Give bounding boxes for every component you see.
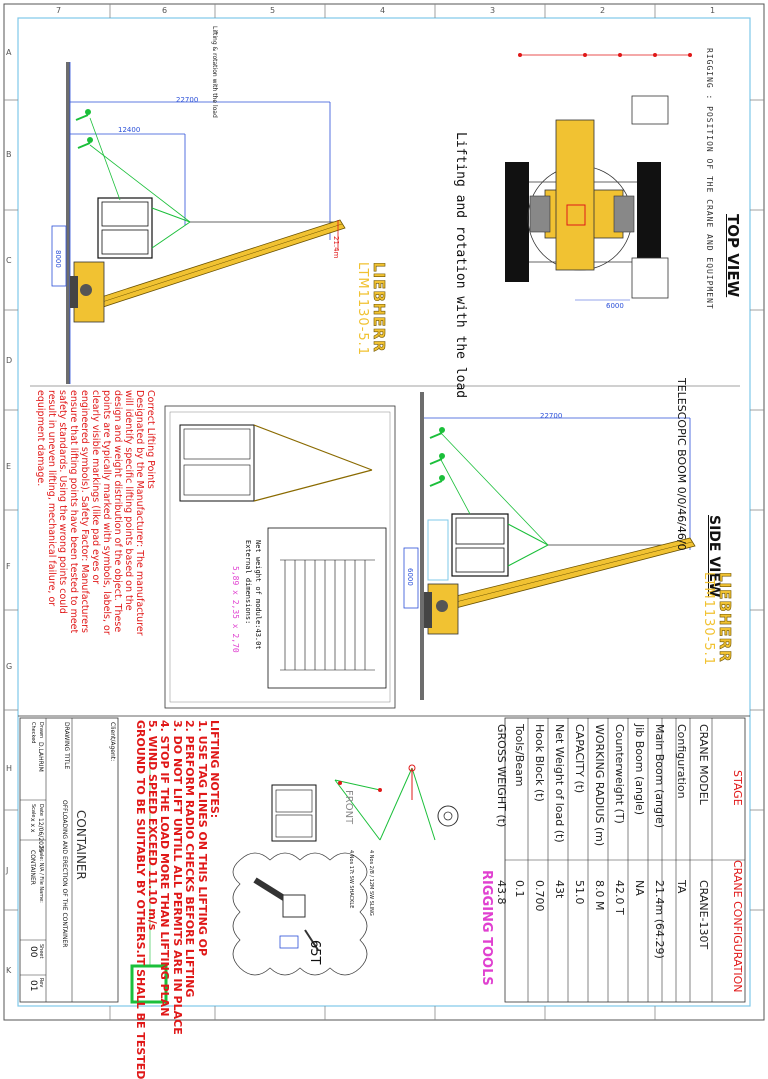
module-dims-value: 5,89 x 2,35 x 2,70 (231, 566, 240, 653)
top-view-subtitle: RIGGING : POSITION OF THE CRANE AND EQUIPMENT (705, 48, 714, 310)
dim-22700-top: 22700 (176, 96, 199, 104)
config-row-value: 0.700 (533, 880, 546, 912)
config-row-value: 51.0 (573, 880, 586, 905)
crane-config-title: CRANE CONFIGURATION (731, 860, 744, 993)
lifting-notes-heading: LIFTING NOTES: (208, 720, 221, 819)
module-sketch (165, 406, 395, 708)
grid-num-5: 5 (270, 6, 276, 15)
title-file-label: Scale: N/A / File Name: (38, 846, 44, 903)
grid-label-j: J (6, 866, 9, 875)
title-drawing-name: CONTAINER (74, 810, 88, 880)
config-row-value: 0.1 (513, 880, 526, 898)
title-drawing-sub: OFFLOADING AND ERECTION OF THE CONTAINER (61, 800, 68, 948)
grid-label-d: D (6, 356, 13, 365)
config-row-value: 8.0 M (593, 880, 606, 911)
grid-num-3: 3 (490, 6, 496, 15)
grid-num-1: 1 (710, 6, 716, 15)
crane-model-top: LTM1130-5.1 (355, 262, 370, 357)
config-row-label: Tools/Beam (513, 724, 526, 787)
title-sheet-label: Sheet (38, 944, 44, 959)
config-row-value: CRANE-130T (697, 880, 710, 950)
rigging-shackle-label: 4 Nos 17t SW SHACKLE (348, 850, 354, 909)
grid-label-h: H (6, 764, 13, 773)
title-rev-label: Rev (38, 978, 44, 988)
title-date-label: Date (38, 804, 44, 816)
top-view-caption: Lifting and rotation with the load (453, 132, 468, 399)
boom-length-top: 21.4m (332, 236, 340, 259)
grid-label-a: A (6, 48, 12, 57)
dim-6000-side: 6000 (406, 568, 414, 586)
lifting-note-6: GROUND TO BE SUITABLY BY OTHERS.IT SHALL BE TESTED (133, 720, 147, 1079)
title-file-value: CONTAINER (29, 850, 36, 885)
grid-num-7: 7 (56, 6, 62, 15)
title-scale-label: Scale (30, 804, 36, 818)
grid-label-k: K (6, 966, 12, 975)
title-client-label: Client/Agent: (109, 722, 116, 762)
dim-22700-side: 22700 (540, 412, 563, 420)
lifting-points-heading: Correct Lifting Points (145, 390, 156, 489)
title-drawn-label: Drawn (38, 722, 44, 739)
crane-config-stage: STAGE (731, 770, 744, 806)
top-view-plan (505, 53, 692, 300)
grid-label-f: F (6, 562, 11, 571)
config-row-label: Counterweight (T) (613, 724, 626, 824)
config-row-value: NA (633, 880, 646, 896)
lifting-note-2: 2. PERFORM RADIO CHECKS BEFORE LIFTING (183, 720, 197, 998)
config-row-label: CAPACITY (t) (573, 724, 586, 794)
rigging-front-label: FRONT (343, 790, 354, 825)
config-row-label: Configuration (675, 724, 688, 799)
title-date-value: 12/06/2025 (37, 818, 44, 853)
title-checked-label: Checked (30, 722, 36, 744)
dim-8000-top: 8000 (54, 250, 62, 268)
lifting-note-3: 3. DO NOT LIFT UNTILL ALL PERMITS ARE IN PLACE (170, 720, 184, 1035)
lifting-points-note (35, 390, 156, 640)
config-row-value: 43t (553, 880, 566, 899)
config-row-label: WORKING RADIUS (m) (593, 724, 606, 847)
side-view-title: SIDE VIEW (706, 515, 722, 598)
liebherr-logo-side: LIEBHERR (716, 572, 734, 663)
crane-model-side: LTM1130-5.1 (701, 572, 716, 667)
module-weight: Net weight of module:43.0t (254, 540, 262, 650)
rigging-tonnage: 65T (307, 940, 322, 965)
config-row-label: Jib Boom (angle) (633, 724, 646, 816)
lifting-notes (133, 720, 221, 1079)
liebherr-logo-top: LIEBHERR (370, 262, 388, 353)
config-row-label: CRANE MODEL (697, 724, 710, 805)
grid-label-b: B (6, 150, 12, 159)
telescopic-boom-label: TELESCOPIC BOOM 0/0/46/46/0 (675, 378, 688, 551)
title-drawn-value: D.LAHRIM (37, 742, 44, 772)
side-view-drawing (404, 392, 695, 700)
dim-12400-top: 12400 (118, 126, 141, 134)
grid-num-6: 6 (162, 6, 168, 15)
config-row-label: Hook Block (t) (533, 724, 546, 802)
rigging-tools-title: RIGGING TOOLS (479, 870, 494, 986)
config-row-value: TA (675, 880, 688, 894)
lifting-note-1: 1. USE TAG LINES ON THIS LIFTING OP (195, 720, 209, 957)
module-dims-label: External dimensions: (244, 540, 252, 625)
title-scale-value: x x x (29, 818, 36, 833)
config-row-value: 43.8 (495, 880, 508, 905)
config-row-label: GROSS WEIGHT (t) (495, 724, 508, 828)
title-drawing-label: DRAWING TITLE (63, 722, 70, 770)
top-view-elevation (52, 62, 345, 384)
top-view-side-note: Lifting & rotation with the load (211, 26, 218, 118)
lifting-points-body: Designated by the Manufacturer: The manufacturer will identify specific lifting points based on the design and weight distribution of the object. These points are typically marked with symbols, labels, or clearly visible markings (like pad eyes or engineered symbols). Safety Factor: Manufacturers ensure that lifting points have been tested to meet safety standards. Using the wrong points could result in uneven lifting, mechanical failure, or equipment damage. (35, 390, 145, 636)
rigging-sling-label: 4 Nos 2/8 / 12M SW SLING (368, 850, 374, 916)
grid-label-g: G (6, 662, 13, 671)
grid-num-2: 2 (600, 6, 606, 15)
config-row-value: 21.4m (64.29) (653, 880, 666, 959)
grid-label-e: E (6, 462, 12, 471)
grid-num-4: 4 (380, 6, 386, 15)
title-sheet-value: 00 (28, 946, 38, 958)
grid-label-c: C (6, 256, 12, 265)
lifting-note-4: 4. STOP IF THE LOAD MORE THAN LIFTING PLAN (158, 720, 172, 1017)
title-rev-value: 01 (28, 980, 38, 992)
config-row-label: Net Weight of load (t) (553, 724, 566, 843)
lifting-note-5: 5. WIND SPEED EXCEED 11.10 m/s (145, 720, 159, 931)
config-row-value: 42.0 T (613, 880, 626, 915)
dim-6000-top: 6000 (606, 302, 624, 310)
top-view-title: TOP VIEW (724, 214, 742, 298)
config-row-label: Main Boom (angle) (653, 724, 666, 829)
